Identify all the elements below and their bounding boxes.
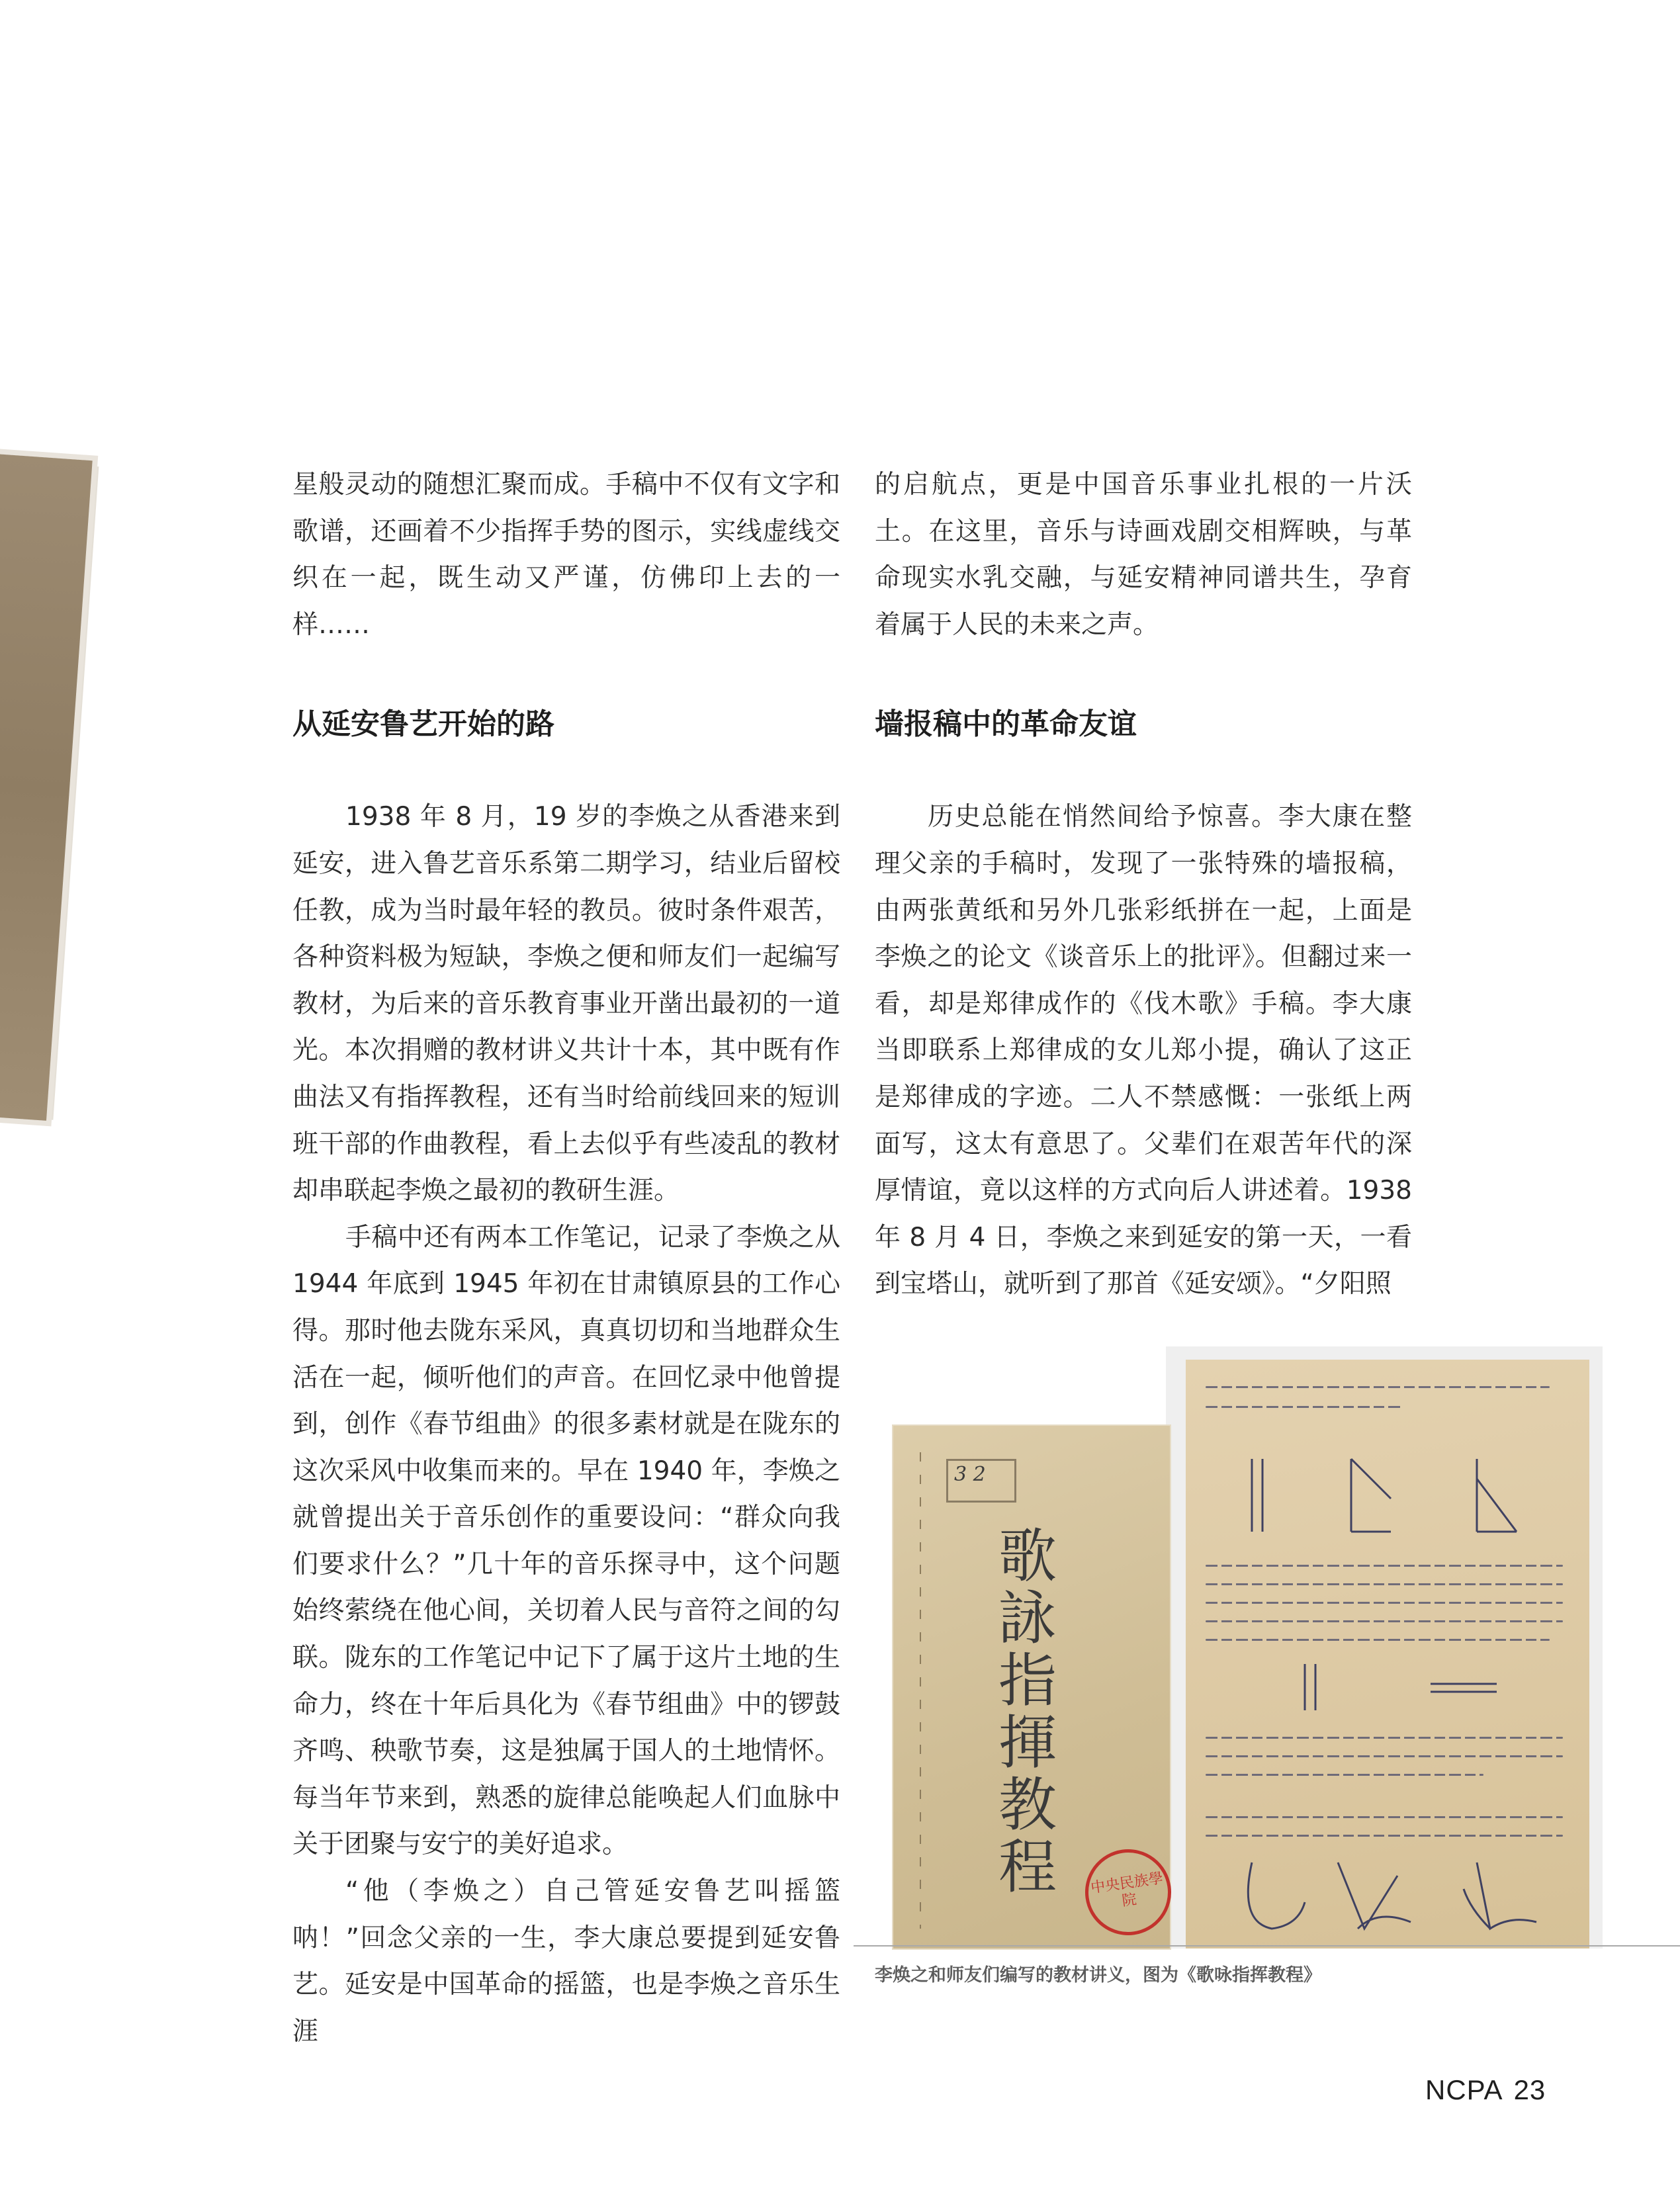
manuscript-inner-page (1186, 1360, 1589, 1948)
caption-divider (854, 1945, 1680, 1947)
section-heading: 墙报稿中的革命友谊 (875, 707, 1137, 742)
manuscript-cover (893, 1426, 1170, 1948)
cover-label: 3 2 (954, 1463, 986, 1486)
handwriting-line (1206, 1620, 1563, 1622)
conducting-diagram-icon (1225, 1439, 1543, 1552)
handwriting-line (1206, 1386, 1550, 1388)
handwriting-line (1206, 1639, 1550, 1641)
conducting-diagram-icon (1225, 1849, 1556, 1942)
article-column-right (875, 462, 1412, 1308)
paragraph: 1938 年 8 月，19 岁的李焕之从香港来到延安，进入鲁艺音乐系第二期学习，结业后留校任教，成为当时最年轻的教员。彼时条件艰苦，各种资料极为短缺，李焕之便和师友们一起编写教材，为后来的音乐教育事业开凿出最初的一道光。本次捐赠的教材讲义共计十本，其中既有作曲法又有指挥教程，还有当时给前线回来的短训班干部的作曲教程，看上去似乎有些凌乱的教材却串联起李焕之最初的教研生涯。 (292, 802, 840, 1206)
handwriting-line (1206, 1835, 1563, 1837)
stamp-text: 中央民族學院 (1089, 1870, 1165, 1910)
handwriting-line (1206, 1602, 1563, 1604)
handwriting-line (1206, 1737, 1563, 1739)
background-photo (0, 454, 93, 1121)
handwriting-line (1206, 1406, 1404, 1408)
conducting-diagram-icon (1278, 1657, 1517, 1717)
photo-caption: 李焕之和师友们编写的教材讲义，图为《歌咏指挥教程》 (875, 1965, 1321, 1986)
handwriting-line (1206, 1755, 1563, 1757)
handwriting-line (1206, 1816, 1563, 1818)
page-footer (1425, 2074, 1546, 2106)
paragraph: 手稿中还有两本工作笔记，记录了李焕之从 1944 年底到 1945 年初在甘肃镇原县的工作心得。那时他去陇东采风，真真切切和当地群众生活在一起，倾听他们的声音。在回忆录中他曾提到，创作《春节组曲》的很多素材就是在陇东的这次采风中收集而来的。早在 1940 年，李焕之就曾提出关于音乐创作的重要设问：“群众向我们要求什么？”几十年的音乐探寻中，这个问题始终萦绕在他心间，关切着人民与音符之间的勾联。陇东的工作笔记中记下了属于这片土地的生命力，终在十年后具化为《春节组曲》中的锣鼓齐鸣、秧歌节奏，这是独属于国人的土地情怀。每当年节来到，熟悉的旋律总能唤起人们血脉中关于团聚与安宁的美好追求。 (292, 1222, 840, 1860)
magazine-brand: NCPA (1425, 2074, 1503, 2105)
paragraph: 历史总能在悄然间给予惊喜。李大康在整理父亲的手稿时，发现了一张特殊的墙报稿，由两张黄纸和另外几张彩纸拼在一起，上面是李焕之的论文《谈音乐上的批评》。但翻过来一看，却是郑律成作的《伐木歌》手稿。李大康当即联系上郑律成的女儿郑小提，确认了这正是郑律成的字迹。二人不禁感慨：一张纸上两面写，这太有意思了。父辈们在艰苦年代的深厚情谊，竟以这样的方式向后人讲述着。1938 年 8 月 4 日，李焕之来到延安的第一天，一看到宝塔山，就听到了那首《延安颂》。“夕阳照 (875, 802, 1412, 1299)
cover-title: 歌詠指揮教程 (989, 1525, 1057, 1898)
handwriting-line (1206, 1565, 1563, 1567)
manuscript-photo (875, 1346, 1603, 1948)
handwriting-line (1206, 1774, 1483, 1776)
paragraph: 星般灵动的随想汇聚而成。手稿中不仅有文字和歌谱，还画着不少指挥手势的图示，实线虚线交织在一起，既生动又严谨，仿佛印上去的一样…… (292, 470, 840, 640)
article-column-left (292, 462, 840, 2055)
red-seal-stamp (1080, 1844, 1177, 1941)
paragraph: 的启航点，更是中国音乐事业扎根的一片沃土。在这里，音乐与诗画戏剧交相辉映，与革命现实水乳交融，与延安精神同谱共生，孕育着属于人民的未来之声。 (875, 470, 1412, 640)
section-heading: 从延安鲁艺开始的路 (292, 707, 554, 742)
handwriting-line (1206, 1583, 1563, 1585)
page-number: 23 (1513, 2074, 1546, 2105)
binding-stitches (920, 1452, 921, 1929)
paragraph: “他（李焕之）自己管延安鲁艺叫摇篮呐！”回念父亲的一生，李大康总要提到延安鲁艺。延安是中国革命的摇篮，也是李焕之音乐生涯 (292, 1876, 840, 2046)
